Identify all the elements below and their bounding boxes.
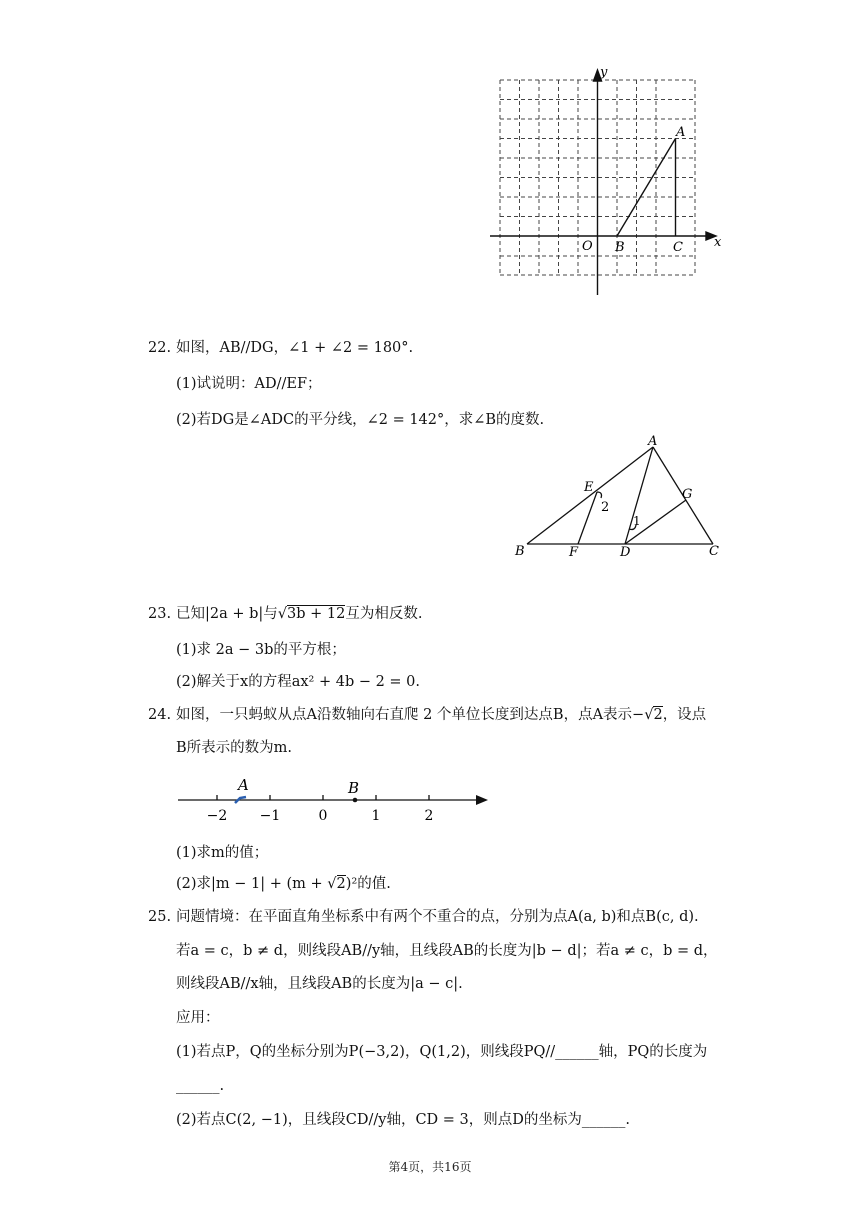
point-d-label: D <box>620 545 631 560</box>
tick-label: −2 <box>206 808 228 824</box>
tick-label: 2 <box>424 808 434 824</box>
q24-stem-root: 2 <box>653 707 663 723</box>
vertex-a-label: A <box>648 434 658 449</box>
question-25-line5: (1)若点P，Q的坐标分别为P(−3,2)，Q(1,2)，则线段PQ//______轴，PQ的长度为 <box>176 1044 708 1060</box>
question-25-line6: ______. <box>176 1078 225 1094</box>
question-25-line4: 应用： <box>176 1010 220 1026</box>
tick-label: 0 <box>318 808 328 824</box>
q24-stem-post: ，设点 <box>662 707 707 723</box>
origin-label: O <box>582 239 593 254</box>
sqrt-symbol: √ <box>644 707 654 723</box>
question-25-line2: 若a = c，b ≠ d，则线段AB//y轴，且线段AB的长度为|b − d|；若a ≠ c，b = d， <box>176 943 718 959</box>
point-g-label: G <box>682 487 693 502</box>
numberline-a-label: A <box>238 776 249 794</box>
angle-2-label: 2 <box>601 500 610 515</box>
question-23-part1: (1)求 2a − 3b的平方根； <box>176 642 346 658</box>
question-22-part1: (1)试说明：AD//EF； <box>176 376 322 392</box>
angle-1-label: 1 <box>633 514 641 528</box>
question-23-stem <box>176 604 422 624</box>
triangle-figure <box>505 433 735 565</box>
question-24-part2 <box>176 874 391 894</box>
q23-stem-post: 互为相反数. <box>345 606 423 622</box>
question-25-line3: 则线段AB//x轴，且线段AB的长度为|a − c|. <box>176 976 463 992</box>
sqrt-symbol: √ <box>277 606 288 622</box>
q24-part2-pre: (2)求|m − 1| + (m + <box>176 876 328 892</box>
q23-stem-root: 3b + 12 <box>287 606 346 622</box>
q24-stem-pre: 如图，一只蚂蚁从点A沿数轴向右直爬 2 个单位长度到达点B，点A表示− <box>176 707 645 723</box>
question-24-number: 24. <box>148 707 172 723</box>
question-25-line1: 问题情境：在平面直角坐标系中有两个不重合的点，分别为点A(a, b)和点B(c, d). <box>176 909 699 925</box>
numberline-b-label: B <box>348 779 360 797</box>
point-a-label: A <box>676 125 686 140</box>
q24-part2-post: )²的值. <box>345 876 391 892</box>
point-f-label: F <box>569 545 579 560</box>
question-23-number: 23. <box>148 606 172 622</box>
question-22-stem: 如图，AB//DG，∠1 + ∠2 = 180°. <box>176 340 414 356</box>
q24-part2-root: 2 <box>336 876 346 892</box>
y-axis-label: y <box>600 65 608 80</box>
tick-label: 1 <box>371 808 381 824</box>
question-24-stem-line1 <box>176 705 706 725</box>
question-22-part2: (2)若DG是∠ADC的平分线，∠2 = 142°，求∠B的度数. <box>176 412 545 428</box>
question-25-number: 25. <box>148 909 172 925</box>
page-footer: 第4页，共16页 <box>388 1160 472 1174</box>
point-c-label: C <box>673 240 683 255</box>
q23-stem-pre: 已知|2a + b|与 <box>176 606 278 622</box>
coordinate-grid-figure <box>480 60 730 305</box>
question-24-stem-line2: B所表示的数为m. <box>176 740 293 756</box>
point-b-dot <box>353 798 358 803</box>
question-24-part1: (1)求m的值； <box>176 845 269 861</box>
question-25-line7: (2)若点C(2, −1)，且线段CD//y轴，CD = 3，则点D的坐标为______. <box>176 1112 630 1128</box>
question-22-number: 22. <box>148 340 172 356</box>
point-e-label: E <box>584 480 594 495</box>
vertex-c-label: C <box>709 544 719 559</box>
number-line-figure <box>172 770 502 830</box>
x-axis-label: x <box>714 235 722 250</box>
tick-label: −1 <box>259 808 281 824</box>
question-23-part2: (2)解关于x的方程ax² + 4b − 2 = 0. <box>176 674 421 690</box>
point-b-label: B <box>615 240 625 255</box>
vertex-b-label: B <box>515 544 525 559</box>
sqrt-symbol: √ <box>327 876 337 892</box>
